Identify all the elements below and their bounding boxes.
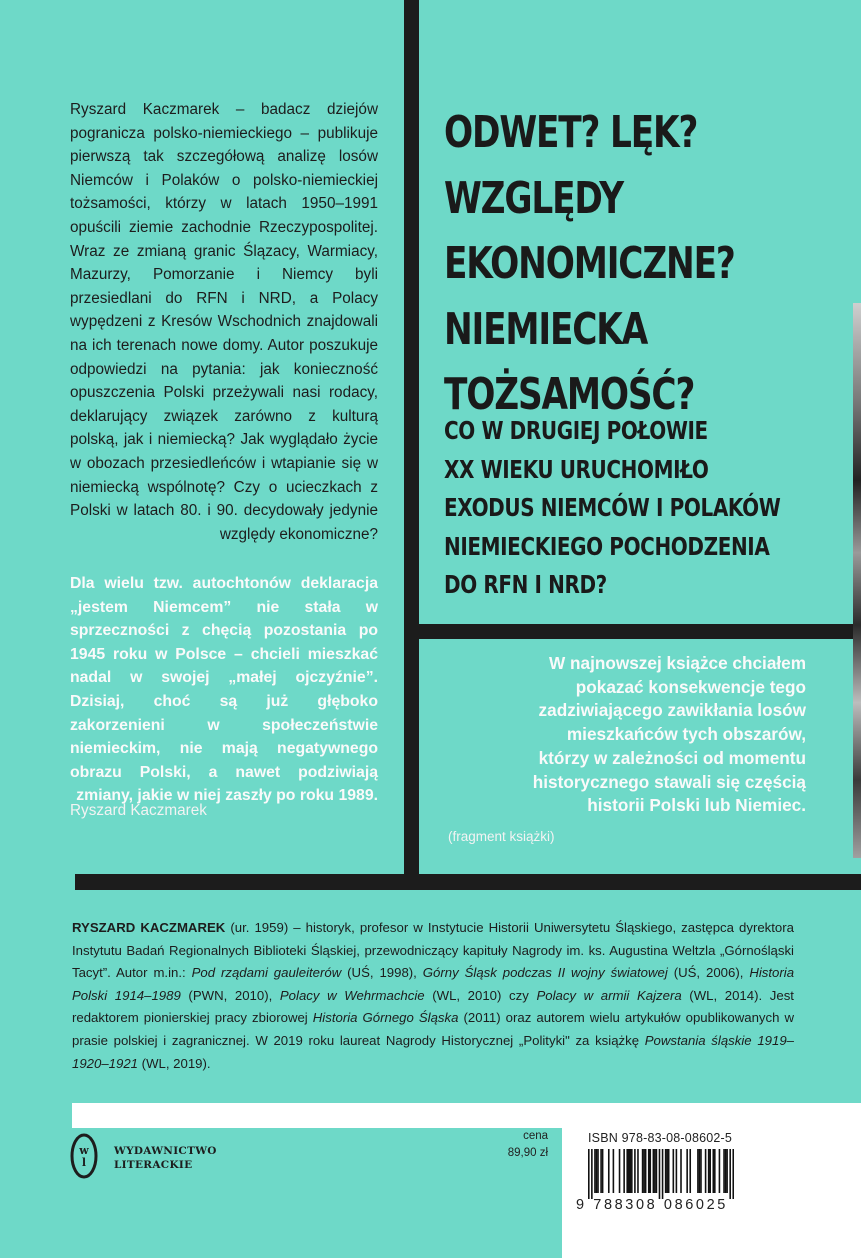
barcode-bar	[619, 1149, 621, 1193]
headline-line: EKONOMICZNE?	[444, 238, 735, 289]
barcode-bar	[709, 1149, 711, 1193]
subheadline-line: EXODUS NIEMCÓW I POLAKÓW	[444, 493, 781, 522]
price-value: 89,90 zł	[507, 1147, 548, 1159]
barcode-bar	[654, 1149, 656, 1193]
barcode-bar	[642, 1149, 644, 1193]
bio-text: (2011) oraz autorem wielu artykułów opublikowanych w prasie polskiej i zagranicznej. W 2019 roku laureat Nagrody Historycznej „Polityki" za książkę	[72, 1010, 795, 1048]
excerpt-line: historii Polski lub Niemiec.	[587, 795, 806, 816]
barcode-bar	[591, 1149, 593, 1199]
barcode-bar	[732, 1149, 734, 1199]
barcode-bar	[712, 1149, 714, 1193]
svg-text:l: l	[81, 1156, 87, 1169]
excerpt-line: zadziwiającego zawikłania losów	[538, 700, 806, 721]
bio-text: (WL, 2019).	[138, 1055, 211, 1071]
horizontal-divider-bottom	[75, 874, 861, 890]
bio-text: (PWN, 2010),	[180, 987, 280, 1003]
barcode-bar	[645, 1149, 647, 1193]
bio-author-name: RYSZARD KACZMAREK	[72, 920, 226, 935]
svg-text:w: w	[79, 1144, 89, 1157]
bio-book-title: Pod rządami gauleiterów	[191, 965, 342, 981]
excerpt-line: W najnowszej książce chciałem	[549, 653, 806, 673]
book-excerpt-quote	[440, 652, 806, 818]
publisher-logo-icon	[66, 1132, 108, 1180]
publisher-name	[114, 1144, 217, 1172]
subheadline-line: DO RFN I NRD?	[444, 570, 607, 599]
cover-photo-strip	[853, 303, 861, 858]
barcode-bar	[628, 1149, 630, 1193]
barcode-bar	[600, 1149, 602, 1193]
bio-book-title: Polacy w armii Kajzera	[536, 987, 682, 1003]
isbn-label: ISBN 978-83-08-08602-5	[588, 1131, 733, 1145]
barcode-bar	[656, 1149, 658, 1193]
barcode-bar	[659, 1149, 661, 1199]
barcode-bar	[648, 1149, 650, 1193]
horizontal-divider-middle	[404, 624, 861, 639]
barcode-bar	[705, 1149, 707, 1193]
barcode-bar	[689, 1149, 691, 1193]
excerpt-source: (fragment książki)	[448, 829, 555, 844]
barcode-bar	[726, 1149, 728, 1193]
bio-text: (ur. 1959) – historyk, profesor w Instytucie Historii Uniwersytetu Śląskiego, zastępca dyrektora Instytutu Badań Regionalnych Biblioteki Śląskiej, przewodniczący kapituły Nagrody im. ks. Augustina Weltzla „Górnośląski Tacyt”. Autor m.in.:	[72, 920, 794, 981]
barcode-bar	[699, 1149, 701, 1193]
subheadline-line: XX WIEKU URUCHOMIŁO	[444, 454, 709, 484]
bio-text: (WL, 2010) czy	[424, 987, 537, 1003]
excerpt-line: historycznego stawali się częścią	[532, 771, 806, 792]
barcode-bar	[700, 1149, 702, 1193]
barcode-bar	[643, 1149, 645, 1193]
barcode-bar	[631, 1149, 633, 1193]
barcode-bar	[719, 1149, 721, 1193]
excerpt-line: którzy w zależności od momentu	[538, 747, 806, 768]
barcode-bar	[653, 1149, 655, 1193]
bio-book-title: Górny Śląsk podczas II wojny światowej	[422, 965, 668, 981]
barcode-bar	[666, 1149, 668, 1193]
barcode-bar	[608, 1149, 610, 1193]
excerpt-line: mieszkańców tych obszarów,	[566, 724, 806, 745]
bio-book-title: Polacy w Wehrmachcie	[279, 987, 425, 1003]
headline	[444, 100, 842, 428]
barcode	[588, 1149, 734, 1199]
publisher-name-line: LITERACKIE	[114, 1159, 193, 1171]
barcode-bar	[686, 1149, 688, 1193]
author-quote: Dla wielu tzw. autochtonów deklaracja „jestem Niemcem” nie stała w sprzeczności z chęcią pozostania po 1945 roku w Polsce – chcieli mieszkać nadal w swojej „małej ojczyźnie”. Dzisiaj, choć są już głęboko zakorzenieni w społeczeństwie niemieckim, nie mają negatywnego obrazu Polski, a nawet podziwiają zmiany, jakie w niej zaszły po roku 1989.	[70, 575, 378, 805]
barcode-bar	[637, 1149, 639, 1193]
barcode-bar	[594, 1149, 596, 1193]
headline-line: WZGLĘDY	[444, 172, 623, 224]
publisher-name-line: WYDAWNICTWO	[114, 1145, 217, 1157]
barcode-bar	[676, 1149, 678, 1193]
barcode-bar	[634, 1149, 636, 1193]
bio-book-title: Historia Górnego Śląska	[312, 1010, 459, 1026]
barcode-bar	[725, 1149, 727, 1193]
price-label: cena	[523, 1130, 548, 1142]
barcode-digits: 9 788308 086025	[576, 1197, 728, 1213]
description-paragraph: Ryszard Kaczmarek – badacz dziejów pogranicza polsko-niemieckiego – publikuje pierwszą tak szczegółową analizę losów Niemców i Polaków o polsko-niemieckiej tożsamości, którzy w latach 1950–1991 opuścili ziemie zachodnie Rzeczypospolitej. Wraz ze zmianą granic Ślązacy, Warmiacy, Mazurzy, Pomorzanie i Niemcy byli przesiedlani do RFN i NRD, a Polacy wypędzeni z Kresów Wschodnich znajdowali na ich terenach nowe domy. Autor poszukuje odpowiedzi na pytania: jak konieczność opuszczenia Polski przeżywali nasi rodacy, deklarujący związek zarówno z kulturą polską, jak i niemiecką? Jak wyglądało życie w obozach przesiedleńców i wtapianie się w niemiecką wspólnotę? Czy o ucieczkach z Polski w latach 80. i 90. decydowały jedynie względy ekonomiczne?	[70, 101, 378, 543]
bio-text: (UŚ, 1998),	[341, 965, 423, 981]
barcode-bar	[662, 1149, 664, 1199]
barcode-bar	[649, 1149, 651, 1193]
barcode-bar	[714, 1149, 716, 1193]
barcode-bar	[723, 1149, 725, 1193]
headline-line: NIEMIECKA	[444, 303, 648, 355]
headline-line: ODWET? LĘK?	[444, 107, 698, 158]
excerpt-line: pokazać konsekwencje tego	[575, 676, 806, 697]
barcode-bar	[629, 1149, 631, 1193]
barcode-bar	[613, 1149, 615, 1193]
barcode-bar	[697, 1149, 699, 1193]
bio-book-title: Historia Polski 1914–1989	[72, 965, 795, 1003]
author-bio	[72, 917, 794, 1075]
bio-book-title: Powstania śląskie 1919–1920–1921	[72, 1032, 794, 1071]
subheadline-line: NIEMIECKIEGO POCHODZENIA	[444, 531, 770, 561]
bio-text: (UŚ, 2006),	[667, 965, 750, 981]
barcode-bar	[673, 1149, 675, 1193]
barcode-bar	[626, 1149, 628, 1193]
subheadline	[444, 412, 780, 605]
bio-text: (WL, 2014). Jest redaktorem pionierskiej pracy zbiorowej	[72, 987, 794, 1026]
barcode-bar	[708, 1149, 710, 1193]
barcode-bar	[665, 1149, 667, 1193]
author-quote-attribution: Ryszard Kaczmarek	[70, 802, 207, 819]
barcode-bar	[588, 1149, 590, 1199]
barcode-bar	[668, 1149, 670, 1193]
barcode-bar	[680, 1149, 682, 1193]
barcode-bar	[729, 1149, 731, 1199]
barcode-bar	[596, 1149, 598, 1193]
barcode-bar	[623, 1149, 625, 1193]
barcode-bar	[597, 1149, 599, 1193]
vertical-divider	[404, 0, 419, 882]
subheadline-line: CO W DRUGIEJ POŁOWIE	[444, 416, 708, 445]
headline-line: TOŻSAMOŚĆ?	[444, 369, 695, 420]
barcode-bar	[602, 1149, 604, 1193]
